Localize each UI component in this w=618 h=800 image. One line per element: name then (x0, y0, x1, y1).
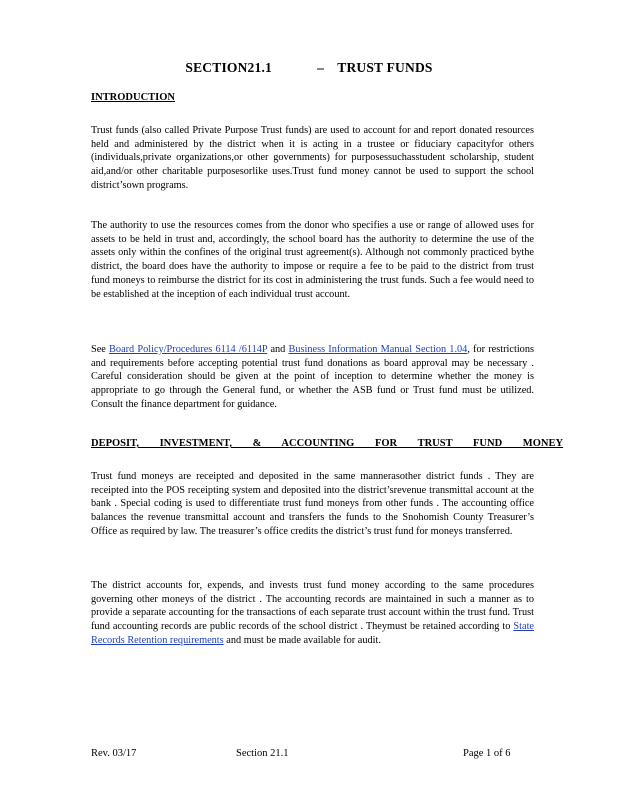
intro-paragraph-3-rest: , for restrictions and requirements before accepting potential trust fund donations as board approval may be necessary . Careful consideration should be given at the point of inception to determine whether the money is appropriate to go through the General fund, or whether the ASB fund or Trust fund must be utilized. Consult the finance department for guidance. (91, 344, 534, 410)
section-name: TRUST FUNDS (337, 60, 433, 75)
section-number: SECTION21.1 (185, 60, 272, 75)
title-dash: – (317, 60, 325, 75)
deposit-paragraph-2 (91, 579, 534, 648)
introduction-heading: INTRODUCTION (91, 92, 176, 103)
page-title (0, 60, 618, 76)
records-retention-link[interactable]: State Records Retention requirements (91, 621, 534, 646)
intro-paragraph-3 (91, 343, 534, 412)
and-text: and (270, 344, 286, 355)
intro-paragraph-1 (91, 124, 534, 193)
intro-paragraph-1-text: Trust funds (also called Private Purpose Trust funds) are used to account for and report donated resources held and administered by the district when it is acting in a trustee or fiduciary capacityfor others (individuals,private organizations,or other governments) for purposessuchasstudent scholarship, student aid,and/or other charitable purposesorlike uses.Trust fund money cannot be used to support the school district’sown programs. (91, 125, 534, 191)
deposit-paragraph-2-rest: and must be made available for audit. (226, 634, 381, 646)
deposit-paragraph-2-text: The district accounts for, expends, and invests trust fund money according to the same procedures governing other moneys of the district . The accounting records are maintained in such a manner as to provide a separate accounting for the transactions of each separate trust account within the trust fund. Trust fund accounting records are public records of the school district . Theymust be retained according to (91, 580, 534, 633)
footer-section: Section 21.1 (236, 748, 289, 759)
footer-revision: Rev. 03/17 (91, 748, 137, 759)
business-manual-link[interactable]: Business Information Manual Section 1.04 (288, 344, 468, 355)
footer-page-number: Page 1 of 6 (463, 748, 511, 759)
board-policy-link[interactable]: Board Policy/Procedures 6114 /6114P (109, 344, 268, 355)
intro-paragraph-2-text: The authority to use the resources comes from the donor who specifies a use or range of allowed uses for assets to be held in trust and, accordingly, the school board has the authority to determine the use of the assets only within the confines of the original trust agreement(s). Although not commonly practiced bythe district, the board does have the authority to impose or require a fee to be paid to the district from trust fund moneys to reimburse the district for its cost in administering the trust funds. Such a fee would need to be established at the inception of each individual trust account. (91, 220, 534, 300)
see-text: See (91, 344, 106, 355)
deposit-paragraph-1 (91, 470, 534, 539)
deposit-paragraph-1-text: Trust fund moneys are receipted and deposited in the same mannerasother district funds . They are receipted into the POS receipting system and deposited into the district’srevenue transmittal account at the bank . Special coding is used to differentiate trust fund moneys from other funds . The accounting office balances the revenue transmittal account and transfers the funds to the Snohomish County Treasurer’s Office as required by law. The treasurer’s office credits the district’s trust fund for moneys transferred. (91, 471, 534, 537)
intro-paragraph-2 (91, 219, 534, 301)
deposit-heading: DEPOSIT, INVESTMENT, & ACCOUNTING FOR TRUST FUND MONEY (91, 438, 564, 449)
